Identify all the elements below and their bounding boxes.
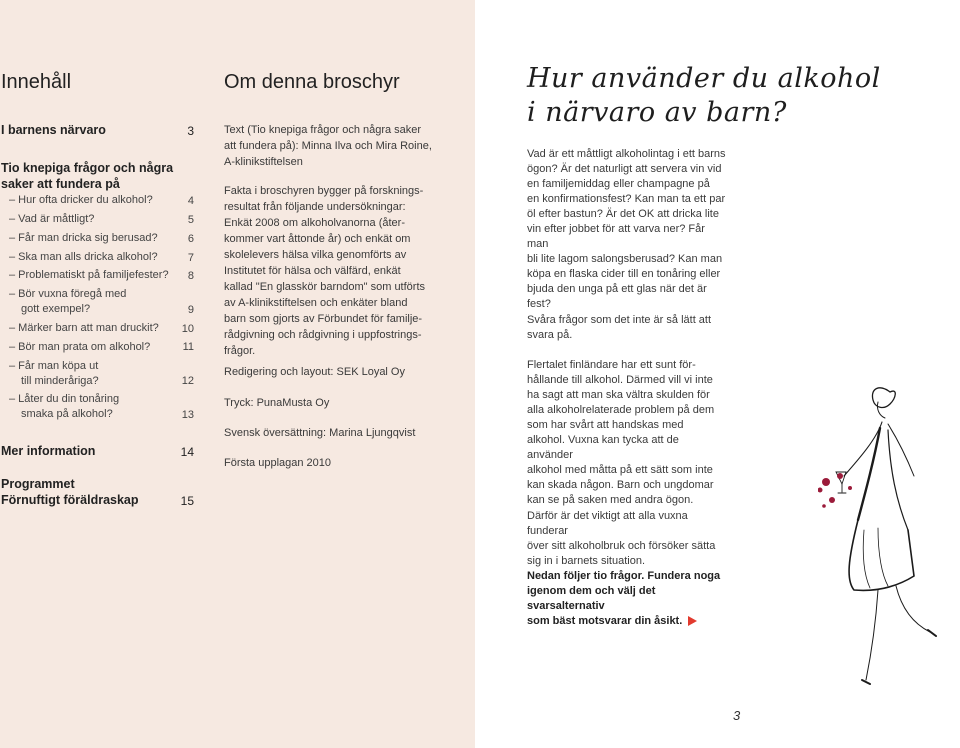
toc-section-more-info: Mer information bbox=[1, 444, 96, 458]
text-line: av A-klinikstiftelsen och enkäter bland bbox=[224, 297, 408, 309]
text-line: att fundera på): Minna Ilva och Mira Roine, bbox=[224, 140, 432, 152]
text-line: Enkät 2008 om alkoholvanorna (åter- bbox=[224, 217, 405, 229]
text-line: kan se på saken med andra ögon. bbox=[527, 494, 694, 506]
text-line: kommer vart åttonde år) och enkät om bbox=[224, 233, 411, 245]
shoe-stroke bbox=[862, 680, 870, 684]
toc-section-questions-line1: Tio knepiga frågor och några bbox=[1, 161, 174, 175]
about-edition: Första upplagan 2010 bbox=[224, 457, 332, 469]
text-line: bli lite lagom salongsberusad? Kan man bbox=[527, 253, 723, 265]
next-questions-paragraph bbox=[527, 569, 727, 629]
about-print-credit: Tryck: PunaMusta Oy bbox=[224, 397, 330, 409]
wine-drop bbox=[822, 504, 826, 508]
wine-drop bbox=[818, 488, 823, 493]
text-line: skolelevers hälsa vilka genomförts av bbox=[224, 249, 407, 261]
about-translation-credit: Svensk översättning: Marina Ljungqvist bbox=[224, 427, 416, 439]
wine-drop bbox=[822, 478, 830, 486]
reflection-paragraph bbox=[527, 509, 727, 569]
text-line: Text (Tio knepiga frågor och några saker bbox=[224, 124, 422, 136]
play-arrow-icon bbox=[688, 616, 697, 626]
text-line: ögon? Är det naturligt att servera vin vid bbox=[527, 163, 722, 175]
body-stroke bbox=[888, 430, 908, 530]
text-line bbox=[527, 614, 727, 629]
toc-item-page: 13 bbox=[181, 409, 194, 421]
text-line: resultat från följande undersökningar: bbox=[224, 201, 406, 213]
text-line: alla alkoholrelaterade problem på dem bbox=[527, 404, 715, 416]
text-line: alkohol med måtta på ett sätt som inte bbox=[527, 464, 713, 476]
toc-page-14: 14 bbox=[180, 445, 194, 459]
leg-stroke bbox=[866, 590, 878, 680]
text-line: köpa en flaska cider till en tonåring eller bbox=[527, 268, 721, 280]
text-line: Institutet för hälsa och välfärd, enkät bbox=[224, 265, 401, 277]
about-facts-text bbox=[224, 183, 434, 359]
hair-stroke bbox=[877, 402, 885, 418]
text-line: Svåra frågor som det inte är så lätt att bbox=[527, 314, 712, 326]
text-line: en familjemiddag eller champagne på bbox=[527, 178, 710, 190]
text-line: alkohol. Vuxna kan tycka att de använder bbox=[527, 434, 679, 461]
about-layout-credit: Redigering och layout: SEK Loyal Oy bbox=[224, 366, 405, 378]
hair-stroke bbox=[872, 388, 895, 408]
toc-section-program-line2: Förnuftigt föräldraskap bbox=[1, 493, 139, 507]
text-line: igenom dem och välj det svarsalternativ bbox=[527, 585, 656, 612]
text-line: öl efter bastun? Är det OK att dricka lite bbox=[527, 208, 719, 220]
page-number: 3 bbox=[733, 708, 741, 723]
glass-stem-stroke bbox=[838, 484, 846, 493]
title-line: i närvaro av barn? bbox=[527, 97, 787, 128]
text-line: fest? bbox=[527, 298, 551, 310]
handwritten-title bbox=[527, 62, 881, 130]
toc-item-page: 11 bbox=[182, 341, 194, 353]
toc-item-page: 5 bbox=[187, 214, 194, 226]
text-line: vin efter jobbet för att varva ner? Får man bbox=[527, 223, 705, 250]
toc-section-children: I barnens närvaro bbox=[1, 123, 106, 137]
toc-item-page: 6 bbox=[187, 233, 194, 245]
leg-stroke bbox=[896, 586, 930, 632]
toc-item-line1: – Vad är måttligt? bbox=[9, 213, 95, 225]
wine-drop bbox=[837, 473, 843, 479]
text-line: svara på. bbox=[527, 329, 573, 341]
text-line: bjuda den unga på ett glas när det är bbox=[527, 283, 707, 295]
finns-paragraph bbox=[527, 358, 727, 508]
intro-paragraph bbox=[527, 147, 727, 312]
text-line: Fakta i broschyren bygger på forsknings- bbox=[224, 185, 424, 197]
text-line: A-klinikstiftelsen bbox=[224, 156, 303, 168]
text-line-last: som bäst motsvarar din åsikt. bbox=[527, 615, 683, 627]
woman-with-wine-illustration bbox=[818, 380, 948, 700]
toc-item-line1: – Får man köpa ut bbox=[9, 360, 99, 372]
text-line: sig in i barnets situation. bbox=[527, 555, 646, 567]
about-credits-text bbox=[224, 122, 434, 170]
toc-item-line1: – Får man dricka sig berusad? bbox=[9, 232, 158, 244]
text-line: rådgivning och rådgivning i uppfostrings- bbox=[224, 329, 422, 341]
toc-item-line1: – Bör vuxna föregå med bbox=[9, 288, 127, 300]
text-line: Nedan följer tio frågor. Fundera noga bbox=[527, 570, 721, 582]
text-line: frågor. bbox=[224, 345, 256, 357]
toc-item-line1: – Märker barn att man druckit? bbox=[9, 322, 159, 334]
text-line: ha sagt att man ska vältra skulden för bbox=[527, 389, 710, 401]
dress-stroke bbox=[878, 528, 888, 586]
toc-section-questions-line2: saker att fundera på bbox=[1, 177, 120, 191]
toc-item-line1: – Ska man alls dricka alkohol? bbox=[9, 251, 158, 263]
dress-stroke bbox=[849, 520, 914, 590]
text-line: Därför är det viktigt att alla vuxna funderar bbox=[527, 510, 688, 537]
body-stroke bbox=[858, 428, 880, 520]
text-line: över sitt alkoholbruk och försöker sätta bbox=[527, 540, 716, 552]
dress-stroke bbox=[863, 530, 870, 588]
toc-item-line2: gott exempel? bbox=[21, 303, 91, 315]
hard-questions-paragraph bbox=[527, 313, 727, 343]
toc-item-line1: – Problematiskt på familjefester? bbox=[9, 269, 169, 281]
text-line: Flertalet finländare har ett sunt för- bbox=[527, 359, 696, 371]
toc-page-3: 3 bbox=[187, 124, 194, 138]
about-title: Om denna broschyr bbox=[224, 71, 400, 93]
toc-item-page: 10 bbox=[181, 323, 194, 335]
text-line: barn som gjorts av Förbundet för familje- bbox=[224, 313, 423, 325]
toc-item-line2: till minderåriga? bbox=[21, 375, 99, 387]
wine-drop bbox=[829, 497, 835, 503]
toc-item-page: 8 bbox=[187, 270, 194, 282]
text-line: Vad är ett måttligt alkoholintag i ett barns bbox=[527, 148, 726, 160]
left-page bbox=[0, 0, 475, 748]
text-line: hållande till alkohol. Därmed vill vi inte bbox=[527, 374, 713, 386]
text-line: som har svårt att handskas med bbox=[527, 419, 684, 431]
text-line: kallad "En glasskör barndom" som utförts bbox=[224, 281, 426, 293]
shoe-stroke bbox=[928, 630, 936, 636]
text-line: en konfirmationsfest? Kan man ta ett par bbox=[527, 193, 726, 205]
toc-item-line1: – Låter du din tonåring bbox=[9, 393, 120, 405]
title-line: Hur använder du alkohol bbox=[527, 63, 881, 94]
toc-item-page: 7 bbox=[187, 252, 194, 264]
toc-item-page: 12 bbox=[181, 375, 194, 387]
wine-drop bbox=[848, 486, 852, 490]
toc-item-line2: smaka på alkohol? bbox=[21, 408, 113, 420]
toc-item-page: 9 bbox=[187, 304, 194, 316]
toc-item-page: 4 bbox=[187, 195, 194, 207]
toc-title: Innehåll bbox=[1, 71, 72, 93]
toc-page-15: 15 bbox=[180, 494, 194, 508]
toc-section-program-line1: Programmet bbox=[1, 477, 75, 491]
toc-item-line1: – Bör man prata om alkohol? bbox=[9, 341, 151, 353]
toc-item-line1: – Hur ofta dricker du alkohol? bbox=[9, 194, 153, 206]
text-line: kan skada någon. Barn och ungdomar bbox=[527, 479, 714, 491]
